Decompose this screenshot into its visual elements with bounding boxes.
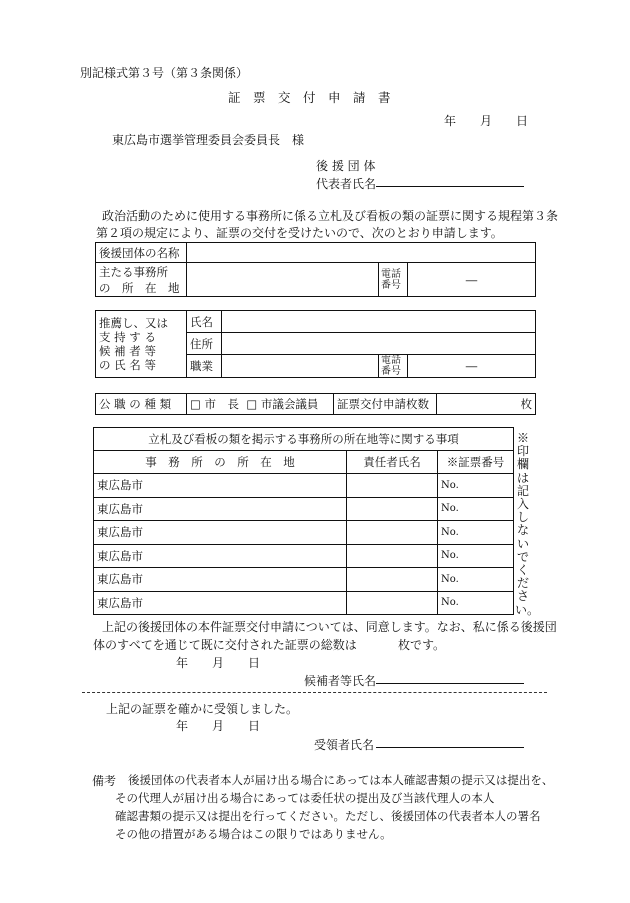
table-row: [94, 544, 514, 568]
candidate-table: [95, 310, 536, 378]
row-address[interactable]: 東広島市: [94, 474, 347, 498]
receipt-date: 年 月 日: [176, 719, 261, 733]
office-type-options: [187, 394, 334, 415]
receiver-label: 受領者氏名: [314, 738, 375, 752]
table-row: [94, 497, 514, 521]
cand-job-label: 職業: [187, 355, 222, 378]
office-type-label: 公 職 の 種 類: [96, 394, 187, 415]
row-address[interactable]: 東広島市: [94, 497, 347, 521]
row-person[interactable]: [347, 568, 438, 592]
row-person[interactable]: [347, 521, 438, 545]
intro-line-1: 政治活動のために使用する事務所に係る立札及び看板の類の証票に関する規程第３条: [102, 209, 559, 223]
cand-address-label: 住所: [187, 333, 222, 355]
row-person[interactable]: [347, 544, 438, 568]
mayor-checkbox[interactable]: □ 市 長: [190, 397, 240, 411]
cand-phone-label-line1: 電話: [381, 355, 401, 366]
rep-name-label: 代表者氏名: [316, 177, 377, 191]
table-row: [94, 474, 514, 498]
office-list-header: 立札及び看板の類を掲示する事務所の所在地等に関する事項: [94, 428, 514, 451]
table-row: [94, 591, 514, 615]
consent-line-1: 上記の後援団体の本件証票交付申請については、同意します。なお、私に係る後援団: [102, 620, 557, 634]
candidate-sign-field[interactable]: [376, 683, 524, 684]
date-line: 年 月 日: [444, 114, 529, 128]
row-address[interactable]: 東広島市: [94, 521, 347, 545]
remarks-label: 備考: [92, 774, 117, 788]
count-input[interactable]: [437, 394, 536, 415]
table-row: [94, 568, 514, 592]
col-address: 事 務 所 の 所 在 地: [94, 451, 347, 474]
consent-date: 年 月 日: [176, 656, 261, 670]
org-table: [95, 242, 536, 297]
remarks-line-3: 確認書類の提示又は提出を行ってください。ただし、後援団体の代表者本人の署名: [115, 809, 541, 823]
row-number: No.: [438, 591, 514, 615]
side-note: ※印欄は記入しないでください。: [515, 431, 540, 617]
office-label-line2: の 所 在 地: [99, 280, 180, 295]
row-address[interactable]: 東広島市: [94, 544, 347, 568]
cand-phone-label: [379, 355, 408, 378]
phone-label-line2: 番号: [381, 279, 401, 291]
council-checkbox[interactable]: □ 市議会議員: [246, 397, 319, 411]
rep-name-field[interactable]: [376, 186, 524, 187]
office-label-line1: 主たる事務所: [99, 264, 168, 279]
row-person[interactable]: [347, 591, 438, 615]
row-number: No.: [438, 544, 514, 568]
row-person[interactable]: [347, 474, 438, 498]
col-number: ※証票番号: [438, 451, 514, 474]
cand-job-input[interactable]: [222, 355, 379, 378]
intro-line-2: 第２項の規定により、証票の交付を受けたいので、次のとおり申請します。: [96, 226, 503, 240]
candidate-sign-label: 候補者等氏名: [304, 674, 377, 688]
phone-label-line1: 電話: [381, 268, 401, 280]
row-person[interactable]: [347, 497, 438, 521]
cand-label-line2: 支 持 す る: [99, 330, 156, 344]
row-number: No.: [438, 568, 514, 592]
page-title: 証 票 交 付 申 請 書: [228, 90, 391, 105]
office-address-label: [96, 263, 187, 297]
cand-phone-label-line2: 番号: [381, 366, 401, 377]
count-unit: 枚: [520, 397, 532, 411]
org-name-label: 後援団体の名称: [96, 243, 187, 263]
phone-input[interactable]: ―: [408, 263, 536, 297]
cand-address-input[interactable]: [222, 333, 536, 355]
remarks-line-1: 後援団体の代表者本人が届け出る場合にあっては本人確認書類の提示又は提出を、: [128, 773, 554, 787]
form-id: 別記様式第３号（第３条関係）: [80, 66, 249, 80]
receiver-sign-field[interactable]: [376, 747, 524, 748]
addressee: 東広島市選挙管理委員会委員長 様: [112, 133, 305, 147]
row-number: No.: [438, 474, 514, 498]
consent-line-2: 体のすべてを通じて既に交付された証票の総数は: [93, 638, 357, 652]
candidate-label: [96, 311, 187, 378]
office-type-table: [95, 393, 536, 415]
office-address-input[interactable]: [187, 263, 379, 297]
row-number: No.: [438, 497, 514, 521]
receipt-text: 上記の証票を確かに受領しました。: [106, 702, 299, 716]
cand-label-line1: 推薦し、又は: [99, 316, 168, 330]
cand-name-label: 氏名: [187, 311, 222, 333]
col-person: 責任者氏名: [347, 451, 438, 474]
org-label: 後 援 団 体: [316, 159, 376, 173]
consent-unit: 枚です。: [398, 638, 446, 652]
row-number: No.: [438, 521, 514, 545]
office-list-table: [93, 427, 514, 615]
row-address[interactable]: 東広島市: [94, 591, 347, 615]
remarks-line-4: その他の措置がある場合はこの限りではありません。: [115, 827, 392, 841]
remarks-line-2: その代理人が届け出る場合にあっては委任状の提出及び当該代理人の本人: [115, 791, 495, 805]
cand-label-line3: 候 補 者 等: [99, 344, 156, 358]
org-name-input[interactable]: [187, 243, 536, 263]
row-address[interactable]: 東広島市: [94, 568, 347, 592]
count-label: 証票交付申請枚数: [334, 394, 437, 415]
cand-label-line4: の 氏 名 等: [99, 358, 156, 372]
cand-phone-input[interactable]: ―: [408, 355, 536, 378]
phone-label: [379, 263, 408, 297]
cand-name-input[interactable]: [222, 311, 536, 333]
table-row: [94, 521, 514, 545]
cut-line: [82, 692, 547, 693]
